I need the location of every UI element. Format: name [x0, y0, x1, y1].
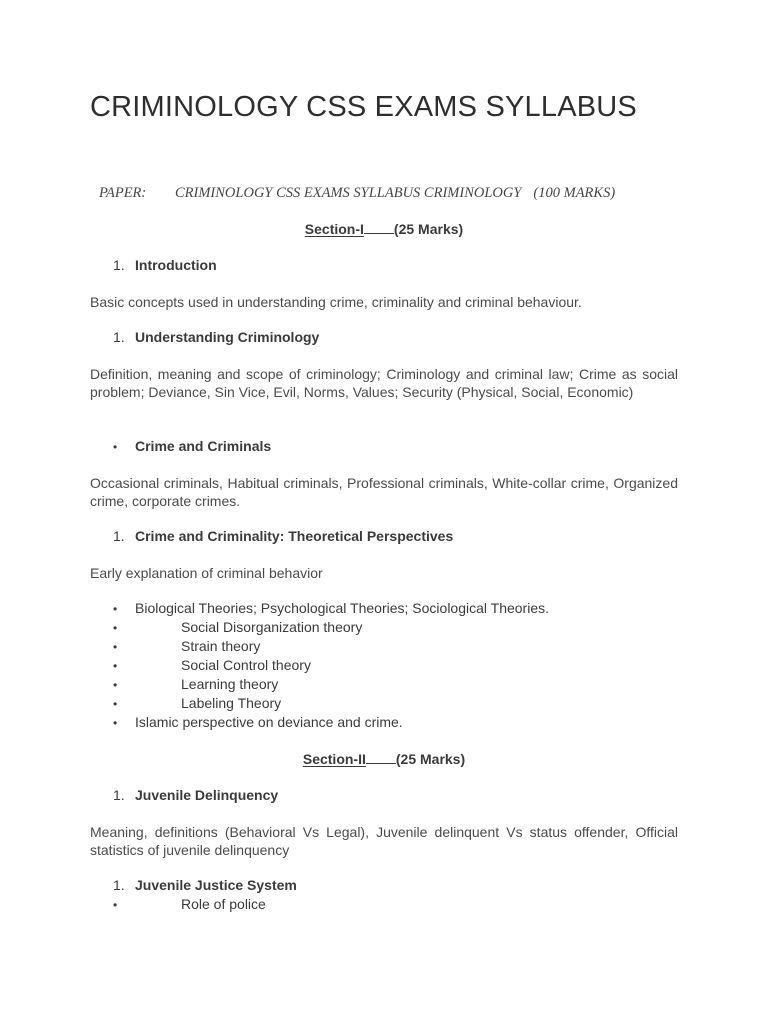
list-item-theory: [113, 695, 281, 711]
paragraph-occasional-criminals: Occasional criminals, Habitual criminals, Professional criminals, White-collar crime, Organized crime, corporate crimes.: [90, 475, 678, 510]
list-item-crime-and-criminals: [113, 438, 271, 454]
list-item-theory: [113, 619, 362, 635]
bullet-icon: •: [113, 678, 118, 692]
bullet-icon: •: [113, 602, 118, 616]
list-label: Social Disorganization theory: [181, 619, 363, 635]
list-item-role-of-police: [113, 896, 266, 912]
list-number: 1.: [113, 329, 125, 345]
section-underline-gap: [364, 221, 394, 234]
paper-line: [99, 185, 615, 202]
list-label: Social Control theory: [181, 657, 311, 673]
list-item-theory: [113, 714, 403, 730]
section-name: Section-I: [304, 221, 364, 237]
bullet-icon: •: [113, 440, 118, 454]
bullet-icon: •: [113, 898, 118, 912]
list-label: Crime and Criminality: Theoretical Perspectives: [135, 528, 454, 544]
list-label: Role of police: [181, 896, 266, 912]
bullet-icon: •: [113, 659, 118, 673]
list-item-understanding-criminology: [113, 329, 319, 345]
section-name: Section-II: [302, 751, 366, 767]
section-heading-1: [0, 221, 768, 237]
paper-name: CRIMINOLOGY CSS EXAMS SYLLABUS CRIMINOLOGY: [175, 185, 522, 201]
section-heading-2: [0, 751, 768, 767]
list-label: Learning theory: [181, 676, 279, 692]
paragraph-meaning-definitions: Meaning, definitions (Behavioral Vs Legal), Juvenile delinquent Vs status offender, Official statistics of juvenile delinquency: [90, 824, 678, 859]
list-label: Understanding Criminology: [135, 329, 320, 345]
list-item-introduction: [113, 257, 217, 273]
list-number: 1.: [113, 257, 125, 273]
paper-label: PAPER:: [99, 185, 147, 201]
list-label: Juvenile Justice System: [135, 877, 297, 893]
document-title: CRIMINOLOGY CSS EXAMS SYLLABUS: [90, 91, 637, 123]
list-label: Biological Theories; Psychological Theories; Sociological Theories.: [135, 600, 549, 616]
list-label: Labeling Theory: [181, 695, 282, 711]
section-marks: (25 Marks): [393, 221, 464, 237]
list-label: Introduction: [135, 257, 217, 273]
list-item-theory: [113, 657, 311, 673]
paper-marks: (100 MARKS): [533, 185, 616, 201]
bullet-icon: •: [113, 716, 118, 730]
list-label: Islamic perspective on deviance and crime.: [135, 714, 403, 730]
list-label: Juvenile Delinquency: [135, 787, 279, 803]
bullet-icon: •: [113, 697, 118, 711]
bullet-icon: •: [113, 621, 118, 635]
paragraph-early-explanation: Early explanation of criminal behavior: [90, 565, 323, 581]
paragraph-definition: Definition, meaning and scope of criminology; Criminology and criminal law; Crime as social problem; Deviance, Sin Vice, Evil, Norms, Values; Security (Physical, Social, Economic): [90, 366, 678, 401]
section-underline-gap: [366, 751, 396, 764]
list-item-theory: [113, 676, 278, 692]
list-item-theory: [113, 600, 549, 616]
section-marks: (25 Marks): [395, 751, 466, 767]
list-item-juvenile-justice-system: [113, 877, 297, 893]
list-number: 1.: [113, 787, 125, 803]
list-number: 1.: [113, 528, 125, 544]
list-number: 1.: [113, 877, 125, 893]
list-item-juvenile-delinquency: [113, 787, 278, 803]
list-item-theory: [113, 638, 260, 654]
list-label: Strain theory: [181, 638, 261, 654]
list-item-theoretical-perspectives: [113, 528, 453, 544]
paragraph-basic-concepts: Basic concepts used in understanding crime, criminality and criminal behaviour.: [90, 294, 582, 310]
list-label: Crime and Criminals: [135, 438, 272, 454]
bullet-icon: •: [113, 640, 118, 654]
